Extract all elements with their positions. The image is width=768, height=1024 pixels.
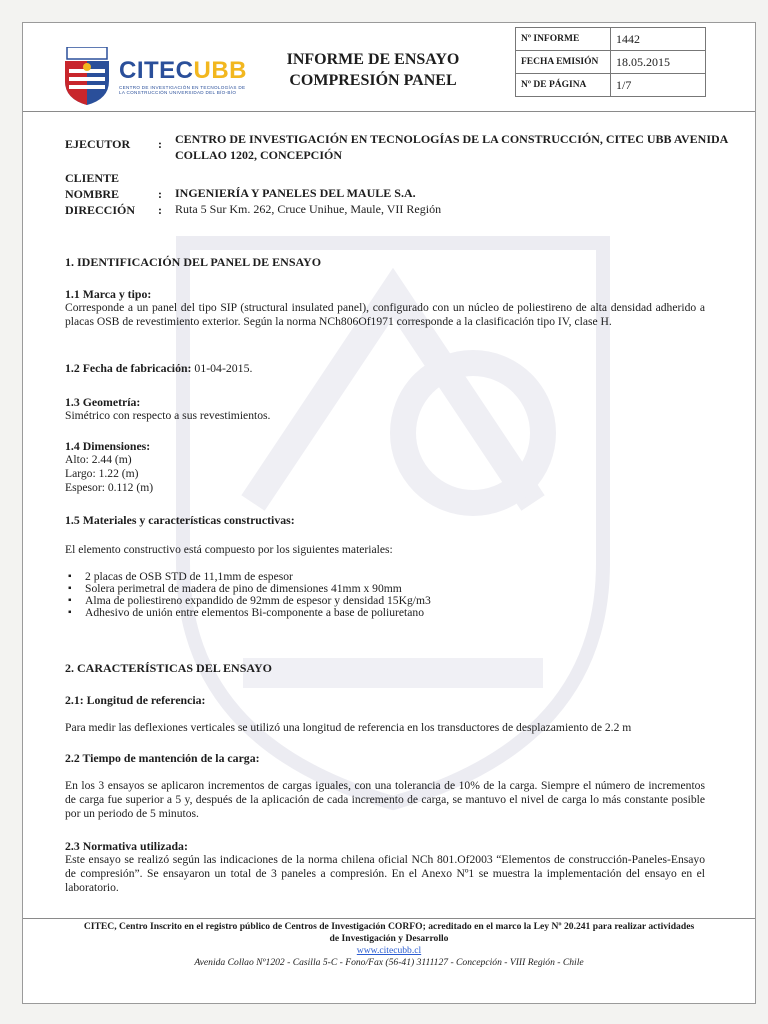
meta-label: FECHA EMISIÓN <box>516 51 611 74</box>
document-title <box>273 49 473 91</box>
ejecutor-value: CENTRO DE INVESTIGACIÓN EN TECNOLOGÍAS DE LA CONSTRUCCIÓN, CITEC UBB AVENIDA COLLAO 1202, CONCEPCIÓN <box>175 132 728 162</box>
university-shield-icon <box>61 47 113 107</box>
meta-label: Nº INFORME <box>516 28 611 51</box>
dimension-alto: Alto: 2.44 (m) <box>65 453 132 466</box>
list-item: ▪ Adhesivo de unión entre elementos Bi-componente a base de poliuretano <box>65 607 431 619</box>
list-item: ▪ Alma de poliestireno expandido de 92mm de espesor y densidad 15Kg/m3 <box>65 595 431 607</box>
section-1-5-title: 1.5 Materiales y características constructivas: <box>65 513 295 527</box>
section-2-1-text: Para medir las deflexiones verticales se utilizó una longitud de referencia en los transductores de desplazamiento de 2.2 m <box>65 721 632 734</box>
report-meta-table <box>515 27 706 97</box>
section-1-5-intro: El elemento constructivo está compuesto por los siguientes materiales: <box>65 543 393 556</box>
meta-row <box>516 51 706 74</box>
header-divider <box>23 111 755 112</box>
direccion-value: Ruta 5 Sur Km. 262, Cruce Unihue, Maule, VII Región <box>175 202 442 216</box>
section-2-1-title: 2.1: Longitud de referencia: <box>65 693 206 707</box>
citec-logo <box>61 41 251 111</box>
footer-address: Avenida Collao Nº1202 - Casilla 5-C - Fono/Fax (56-41) 3111127 - Concepción - VIII Región - Chile <box>194 957 584 968</box>
meta-value: 1442 <box>611 28 706 51</box>
fabrication-date-row <box>65 361 252 375</box>
footer-divider <box>23 918 755 919</box>
section-2-3-text: Este ensayo se realizó según las indicaciones de la norma chilena oficial NCh 801.Of2003 “Elementos de construcción-Paneles-Ensayo de compresión”. Se ensayaron un total de 3 paneles a compresión. En el Anexo Nº1 se muestra la implementación del ensayo en el laboratorio. <box>65 853 705 894</box>
meta-label: Nº DE PÁGINA <box>516 74 611 97</box>
section-2-3-title: 2.3 Normativa utilizada: <box>65 839 188 853</box>
dimension-espesor: Espesor: 0.112 (m) <box>65 481 154 494</box>
materials-list <box>65 571 431 619</box>
brand-name: CITECUBB <box>119 57 247 84</box>
meta-row <box>516 74 706 97</box>
colon: : <box>158 137 162 151</box>
dimension-largo: Largo: 1.22 (m) <box>65 467 139 480</box>
ejecutor-label: EJECUTOR <box>65 137 131 151</box>
title-line-2: COMPRESIÓN PANEL <box>289 72 457 89</box>
section-1-1-title: 1.1 Marca y tipo: <box>65 287 152 301</box>
brand-tagline: CENTRO DE INVESTIGACIÓN EN TECNOLOGÍAS DE LA CONSTRUCCIÓN UNIVERSIDAD DEL BÍO-BÍO <box>119 85 246 96</box>
list-item: ▪ Solera perimetral de madera de pino de dimensiones 41mm x 90mm <box>65 583 431 595</box>
section-1-4-title: 1.4 Dimensiones: <box>65 439 151 453</box>
nombre-label: NOMBRE <box>65 187 119 201</box>
cliente-label: CLIENTE <box>65 171 120 185</box>
section-1-title: 1. IDENTIFICACIÓN DEL PANEL DE ENSAYO <box>65 255 322 269</box>
section-1-1-text: Corresponde a un panel del tipo SIP (structural insulated panel), configurado con un núcleo de poliestireno de alta densidad adherido a placas OSB de revestimiento exterior. Según la norma NCh806Of1971 corresponde a la clasificación tipo IV, clase H. <box>65 301 705 328</box>
direccion-label: DIRECCIÓN <box>65 203 136 217</box>
nombre-value: INGENIERÍA Y PANELES DEL MAULE S.A. <box>175 186 416 200</box>
list-item: ▪ 2 placas de OSB STD de 11,1mm de espesor <box>65 571 431 583</box>
section-1-3-title: 1.3 Geometría: <box>65 395 141 409</box>
meta-value: 1/7 <box>611 74 706 97</box>
section-2-2-text: En los 3 ensayos se aplicaron incrementos de cargas iguales, con una tolerancia de 10% de la carga. Siempre el número de incrementos de carga fue superior a 5 y, después de la aplicación de cada incremento de carga, se mantuvo el nivel de carga lo más constante posible por un periodo de 5 minutos. <box>65 779 705 820</box>
colon: : <box>158 203 162 217</box>
footer-website-link[interactable]: www.citecubb.cl <box>356 945 422 956</box>
title-line-1: INFORME DE ENSAYO <box>286 51 460 68</box>
meta-value: 18.05.2015 <box>611 51 706 74</box>
section-2-title: 2. CARACTERÍSTICAS DEL ENSAYO <box>65 661 272 675</box>
colon: : <box>158 187 162 201</box>
report-header <box>23 23 755 111</box>
fabrication-date-value: 01-04-2015. <box>194 361 253 375</box>
section-1-3-text: Simétrico con respecto a sus revestimientos. <box>65 409 271 422</box>
report-page <box>22 22 756 1004</box>
section-2-2-title: 2.2 Tiempo de mantención de la carga: <box>65 751 260 765</box>
section-1-2-title: 1.2 Fecha de fabricación: <box>65 361 192 375</box>
meta-row <box>516 28 706 51</box>
footer-accreditation: CITEC, Centro Inscrito en el registro público de Centros de Investigación CORFO; acreditado en el marco la Ley Nº 20.241 para realizar actividades de Investigación y Desarrollo <box>83 921 695 944</box>
report-footer <box>23 921 755 969</box>
